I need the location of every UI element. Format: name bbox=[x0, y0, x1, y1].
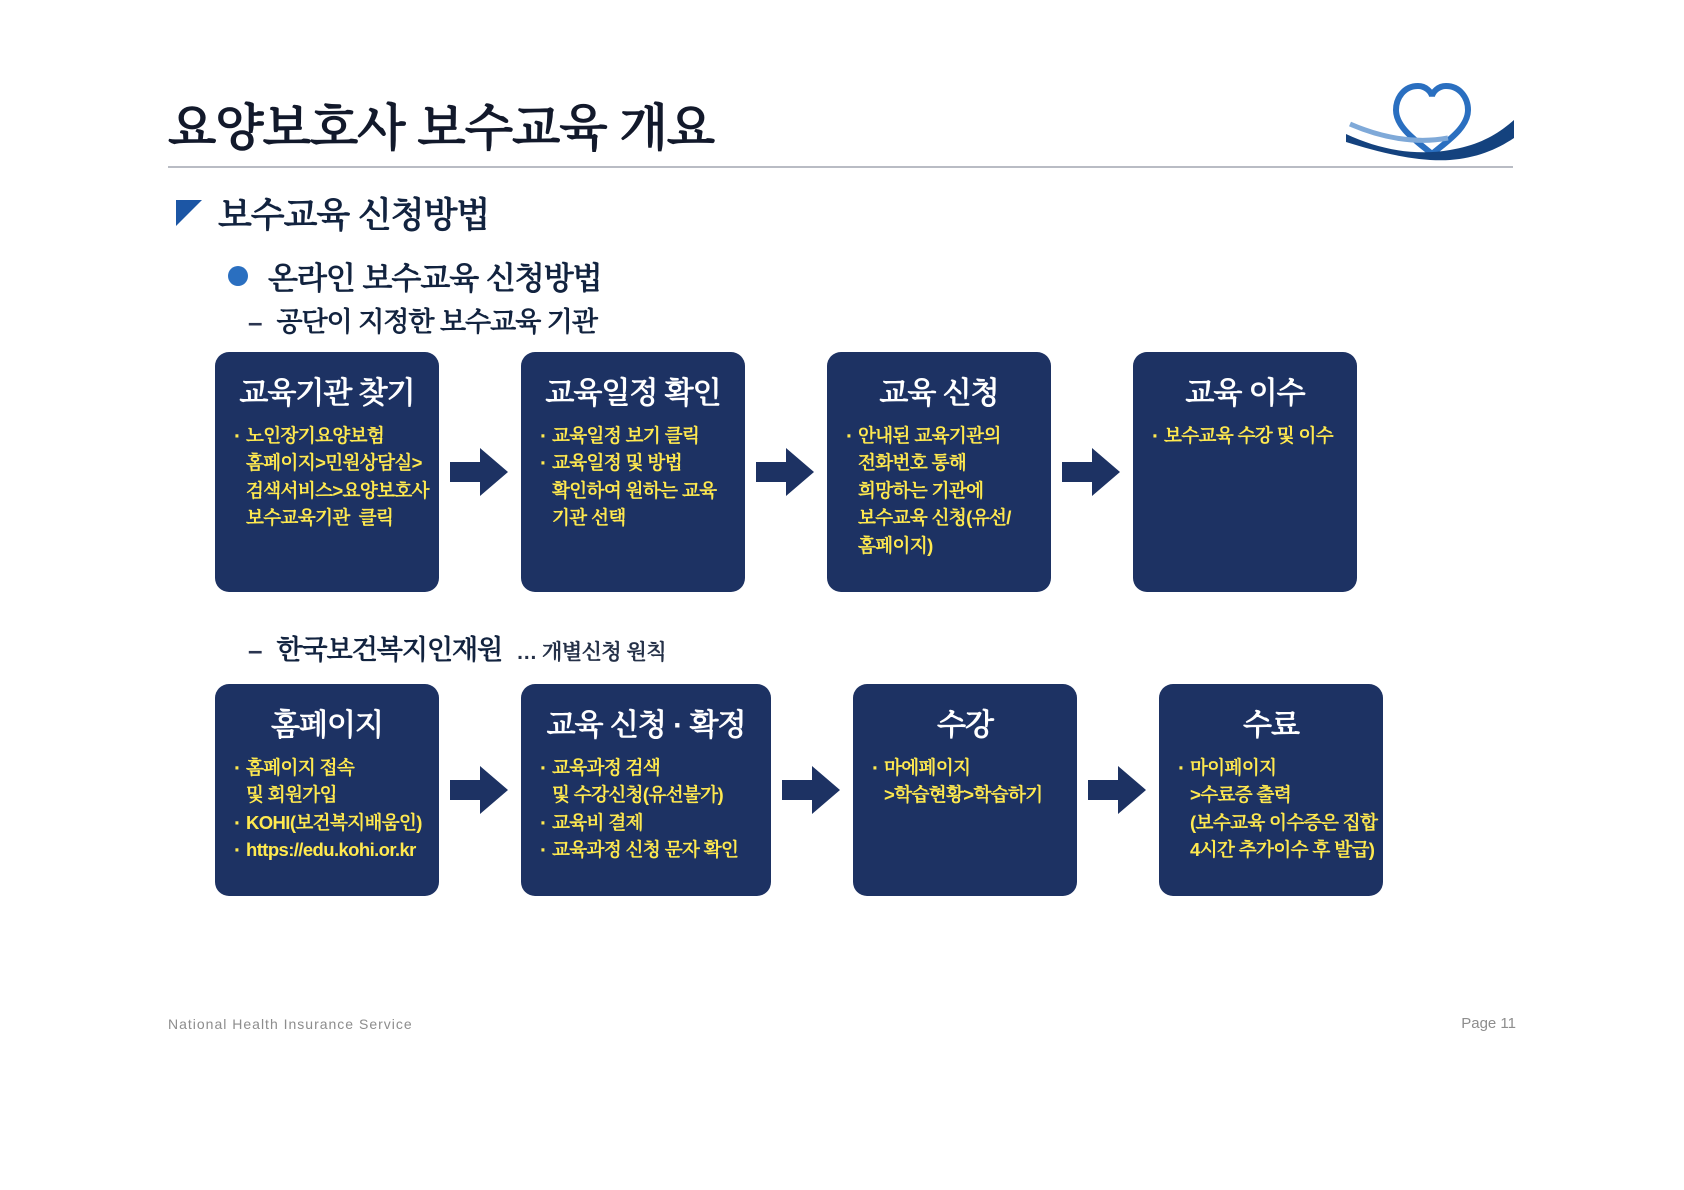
flow-step-line: · 노인장기요양보험 bbox=[233, 422, 421, 449]
flow-step-title: 교육 신청 · 확정 bbox=[546, 709, 746, 742]
flow-step-line: · https://edu.kohi.or.kr bbox=[233, 836, 421, 863]
flow-step-card bbox=[215, 352, 439, 592]
flow-step-line: (보수교육 이수증은 집합 bbox=[1190, 811, 1378, 833]
flow-step-card bbox=[853, 684, 1077, 896]
flow-step-line: · 마이페이지 bbox=[1177, 754, 1365, 781]
flow-step-line: 전화번호 통해 bbox=[858, 452, 967, 474]
flow-step-title: 수강 bbox=[937, 709, 993, 742]
flow-step-line: · 교육과정 신청 문자 확인 bbox=[539, 836, 753, 863]
subsection-heading bbox=[228, 253, 602, 298]
section-title: 보수교육 신청방법 bbox=[218, 196, 490, 235]
flow-step-line: · 보수교육 수강 및 이수 bbox=[1151, 422, 1339, 449]
flow-step-title: 교육일정 확인 bbox=[545, 377, 721, 410]
flow-step-lines bbox=[539, 754, 753, 864]
arrow-right-icon bbox=[745, 352, 827, 592]
flow-step-lines bbox=[539, 422, 727, 532]
flow-step-lines bbox=[845, 422, 1033, 559]
flow-step-line: 4시간 추가이수 후 발급) bbox=[1190, 839, 1375, 861]
group-label-1 bbox=[248, 300, 611, 339]
bullet-dot-icon bbox=[228, 266, 248, 286]
flow-step-line: · 마에페이지 bbox=[871, 754, 1059, 781]
flow-step-card bbox=[1159, 684, 1383, 896]
flow-step-line: 홈페이지>민원상담실> bbox=[246, 452, 422, 474]
flow-row-1 bbox=[215, 352, 1357, 592]
title-divider bbox=[168, 166, 1513, 168]
footer-organization: National Health Insurance Service bbox=[168, 1016, 413, 1032]
flow-step-line: · 교육일정 보기 클릭 bbox=[539, 422, 727, 449]
flow-step-line: 및 회원가입 bbox=[246, 784, 337, 806]
flow-step-card bbox=[1133, 352, 1357, 592]
dash-icon: – bbox=[248, 307, 263, 337]
flow-step-card bbox=[827, 352, 1051, 592]
flow-step-lines bbox=[871, 754, 1059, 809]
arrow-right-icon bbox=[439, 352, 521, 592]
heart-logo-icon bbox=[1346, 76, 1516, 162]
arrow-right-icon bbox=[439, 684, 521, 896]
flow-step-line: · 홈페이지 접속 bbox=[233, 754, 421, 781]
flow-step-line: >수료증 출력 bbox=[1190, 784, 1292, 806]
flow-step-title: 교육 이수 bbox=[1185, 377, 1305, 410]
dash-icon: – bbox=[248, 635, 263, 665]
subsection-title: 온라인 보수교육 신청방법 bbox=[268, 261, 602, 296]
group-label-2 bbox=[248, 628, 666, 667]
group-label-text: 공단이 지정한 보수교육 기관 bbox=[276, 307, 597, 337]
group-label-text: 한국보건복지인재원 bbox=[276, 635, 503, 665]
flow-step-line: · KOHI(보건복지배움인) bbox=[233, 809, 421, 836]
flow-step-lines bbox=[1177, 754, 1378, 864]
flow-step-line: 희망하는 기관에 bbox=[858, 479, 984, 501]
arrow-right-icon bbox=[1077, 684, 1159, 896]
flow-step-line: 확인하여 원하는 교육 bbox=[552, 479, 717, 501]
flow-step-title: 교육기관 찾기 bbox=[239, 377, 415, 410]
flow-step-line: 홈페이지) bbox=[858, 534, 933, 556]
arrow-right-icon bbox=[771, 684, 853, 896]
flow-step-line: · 교육비 결제 bbox=[539, 809, 753, 836]
flow-step-lines bbox=[233, 422, 429, 532]
flow-step-line: · 교육과정 검색 bbox=[539, 754, 753, 781]
flow-step-line: 보수교육 신청(유선/ bbox=[858, 507, 1011, 529]
page-number: Page 11 bbox=[1461, 1015, 1516, 1032]
flow-step-title: 홈페이지 bbox=[271, 709, 383, 742]
flow-step-card bbox=[521, 352, 745, 592]
flow-step-lines bbox=[233, 754, 421, 864]
flow-step-title: 수료 bbox=[1243, 709, 1299, 742]
flow-step-lines bbox=[1151, 422, 1339, 449]
flow-step-line: 및 수강신청(유선불가) bbox=[552, 784, 724, 806]
page-title: 요양보호사 보수교육 개요 bbox=[168, 100, 715, 156]
flow-step-line: · 안내된 교육기관의 bbox=[845, 422, 1033, 449]
square-marker-icon bbox=[176, 200, 202, 226]
flow-step-card bbox=[215, 684, 439, 896]
flow-step-line: 검색서비스>요양보호사 bbox=[246, 479, 429, 501]
flow-step-line: 보수교육기관 클릭 bbox=[246, 507, 394, 529]
arrow-right-icon bbox=[1051, 352, 1133, 592]
flow-step-line: 기관 선택 bbox=[552, 507, 626, 529]
group-note-text: … 개별신청 원칙 bbox=[516, 641, 667, 664]
flow-step-card bbox=[521, 684, 771, 896]
flow-step-line: >학습현황>학습하기 bbox=[884, 784, 1043, 806]
section-heading bbox=[176, 188, 489, 238]
flow-row-2 bbox=[215, 684, 1383, 896]
flow-step-line: · 교육일정 및 방법 bbox=[539, 449, 727, 476]
flow-step-title: 교육 신청 bbox=[879, 377, 999, 410]
